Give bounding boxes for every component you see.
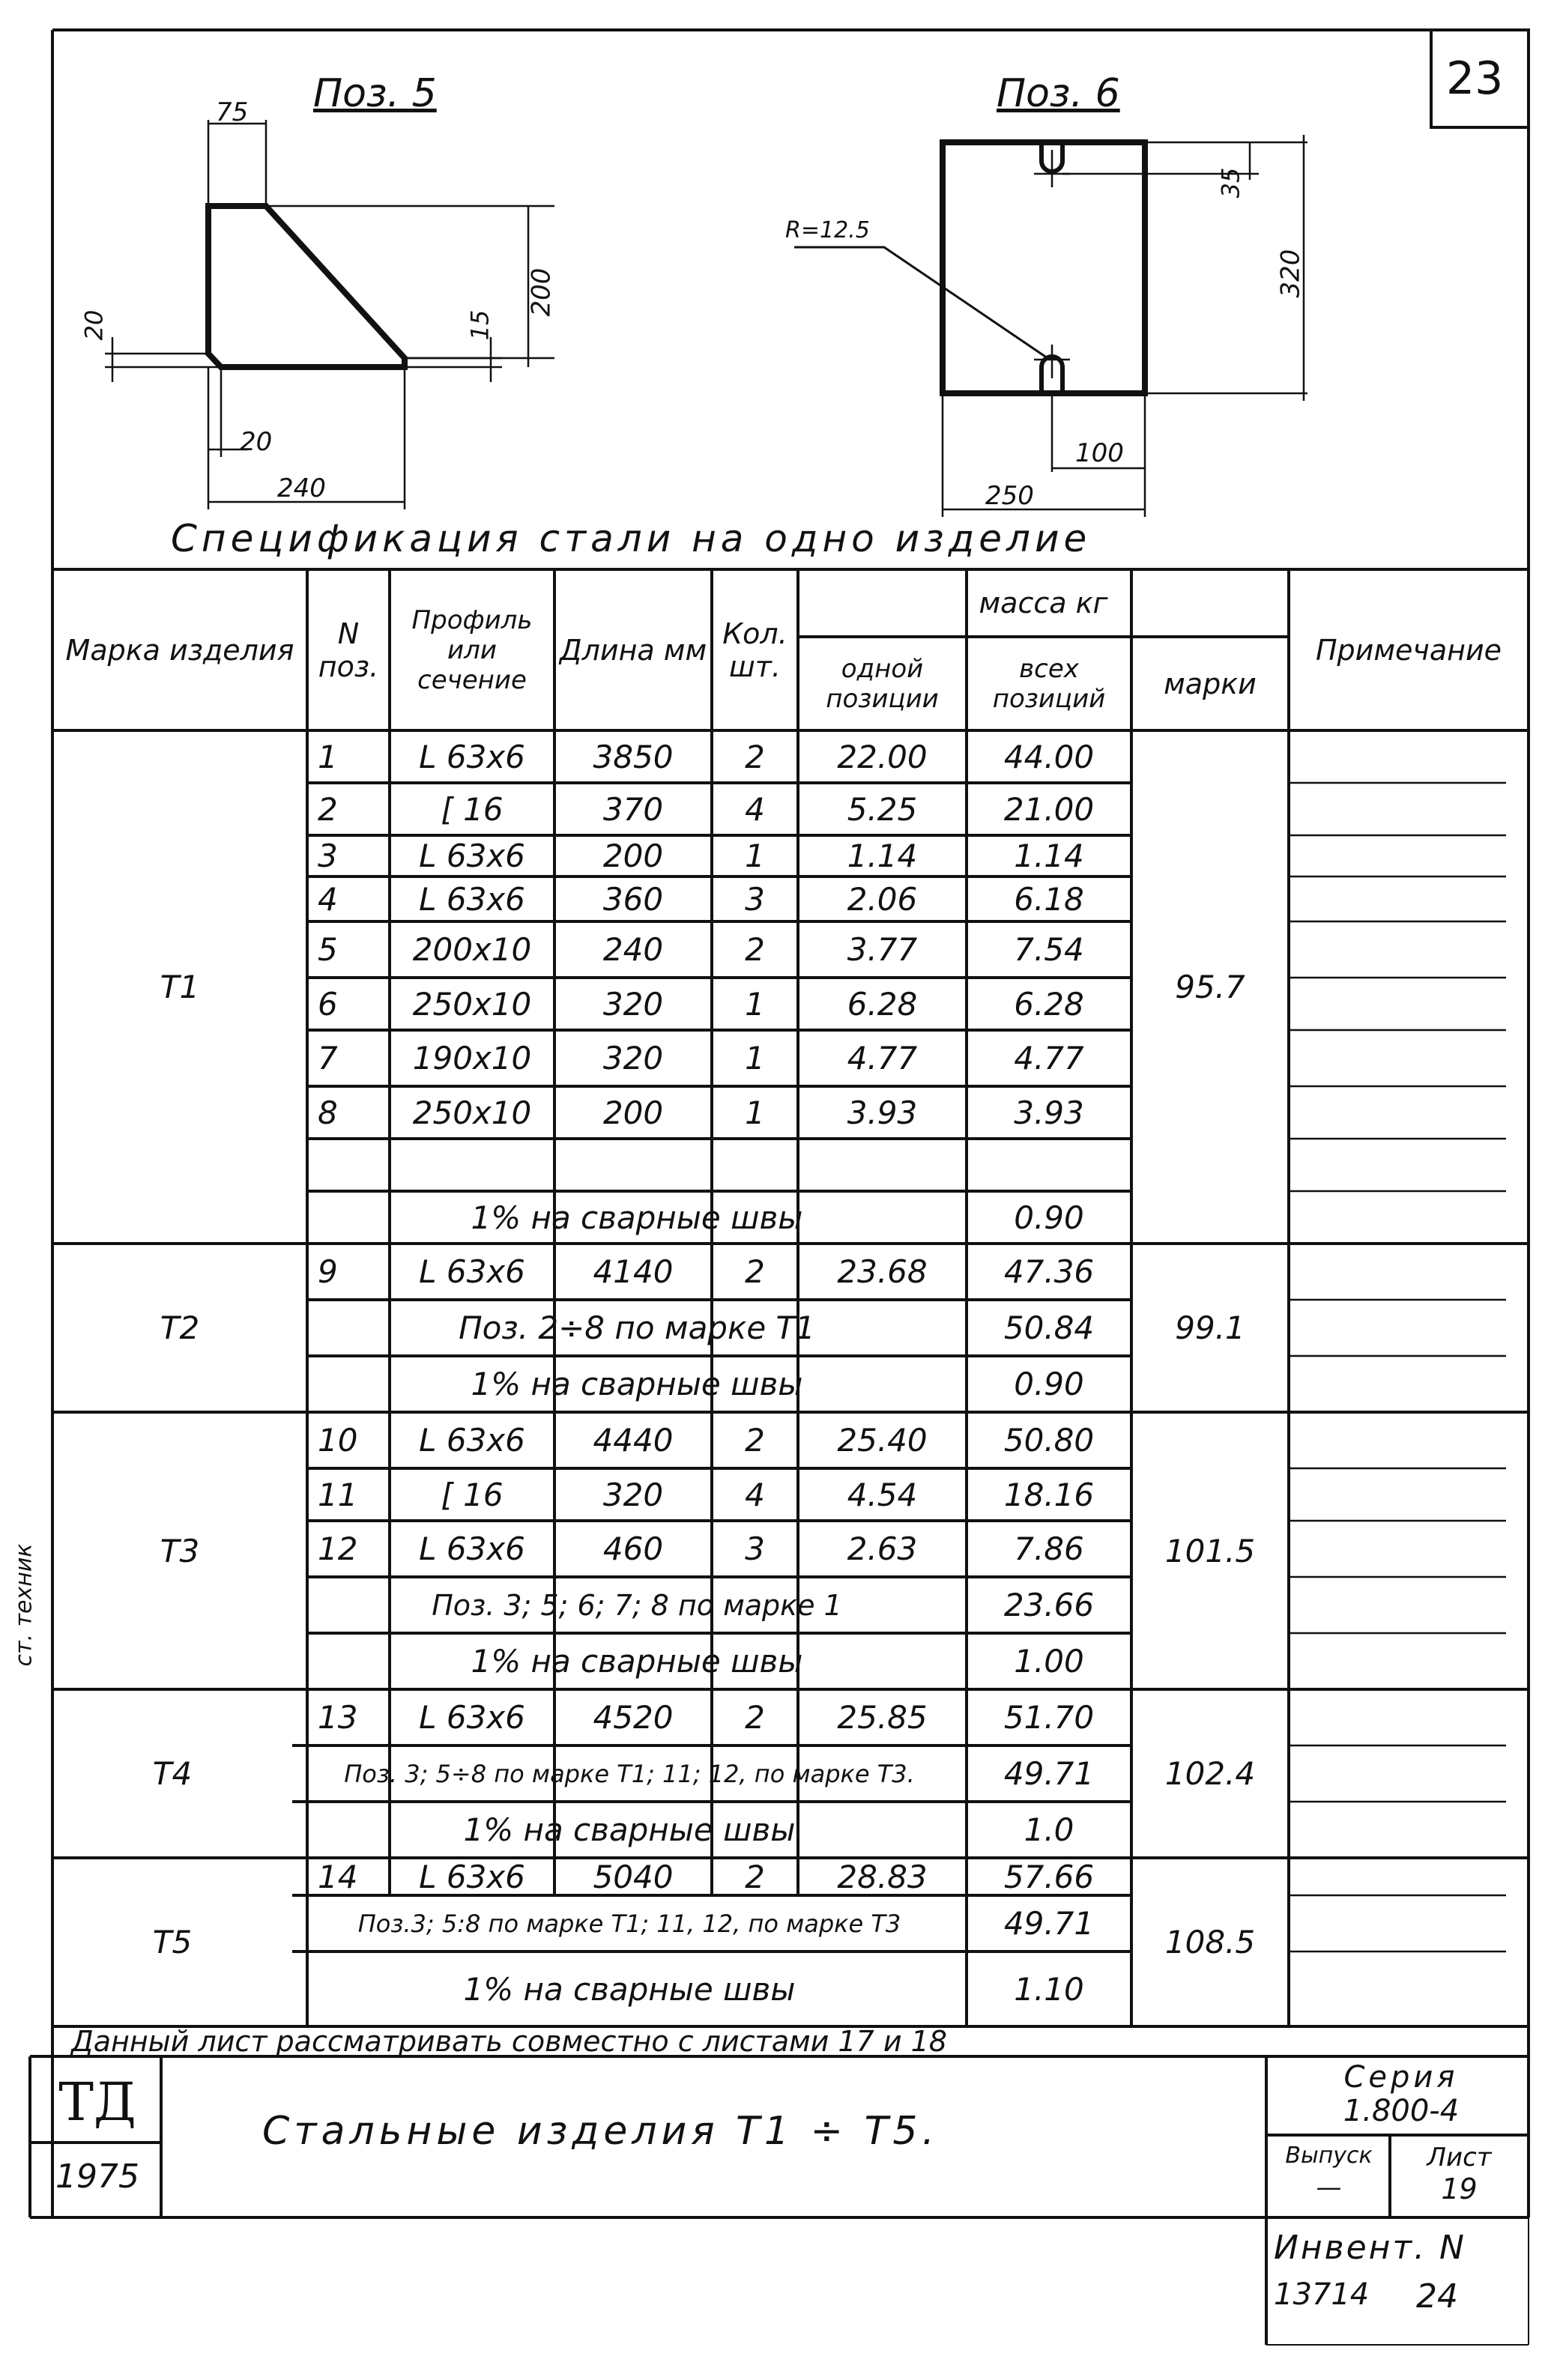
year: 1975 (55, 2158, 139, 2196)
pos-cell: 13 (318, 1699, 358, 1736)
series-value: 1.800-4 (1343, 2094, 1460, 2128)
pos-cell: 10 (318, 1422, 358, 1459)
note-row-text: Поз. 3; 5; 6; 7; 8 по марке 1 (432, 1588, 842, 1622)
length-cell: 200 (602, 1094, 664, 1131)
mass-one-cell: 4.77 (847, 1040, 918, 1077)
mass-one-cell: 3.77 (847, 931, 918, 968)
qty-cell: 2 (745, 1422, 765, 1459)
profile-cell: L 63x6 (419, 1253, 525, 1290)
mark-cell: T1 (160, 969, 200, 1005)
mass-all-cell: 7.54 (1014, 931, 1084, 968)
length-cell: 370 (602, 790, 664, 828)
mass-one-cell: 22.00 (837, 738, 928, 775)
note-row-mass: 1.0 (1024, 1811, 1074, 1848)
mass-all-cell: 44.00 (1003, 738, 1095, 775)
header-mass-all: всех позиций (992, 653, 1106, 714)
qty-cell: 4 (745, 1476, 765, 1513)
mass-all-cell: 1.14 (1014, 838, 1084, 874)
qty-cell: 2 (745, 738, 765, 775)
note-row-text: Поз. 2÷8 по марке T1 (459, 1309, 815, 1346)
note-row-text: 1% на сварные швы (463, 1811, 796, 1848)
org-stamp: ТД (58, 2071, 136, 2133)
spec-title: Спецификация стали на одно изделие (171, 517, 1092, 560)
length-cell: 320 (602, 1040, 664, 1077)
profile-cell: L 63x6 (419, 1530, 525, 1567)
header-profile: Профиль или сечение (411, 605, 533, 695)
profile-cell: L 63x6 (419, 1699, 525, 1736)
pos-cell: 5 (318, 931, 338, 968)
mark-total-cell: 101.5 (1164, 1532, 1256, 1569)
sheet-value: 19 (1441, 2172, 1478, 2205)
qty-cell: 2 (745, 1699, 765, 1736)
note-row-text: 1% на сварные швы (471, 1643, 803, 1680)
pos6-dim-width: 250 (985, 481, 1034, 511)
header-qty: Кол. шт. (722, 617, 787, 683)
header-mark: Марка изделия (65, 633, 294, 667)
mark-cell: T2 (160, 1309, 200, 1346)
note-row-mass: 1.00 (1014, 1643, 1084, 1680)
qty-cell: 1 (745, 1040, 765, 1077)
pos-cell: 4 (318, 880, 338, 918)
mass-one-cell: 2.63 (847, 1530, 918, 1567)
profile-cell: 250x10 (412, 985, 532, 1023)
mass-all-cell: 4.77 (1014, 1040, 1084, 1077)
profile-cell: 250x10 (412, 1094, 532, 1131)
pos6-dim-small: 100 (1075, 438, 1124, 468)
profile-cell: L 63x6 (419, 838, 525, 874)
note-row-text: Поз.3; 5:8 по марке T1; 11, 12, по марке T3 (357, 1909, 901, 1938)
pos6-title: Поз. 6 (997, 71, 1120, 116)
length-cell: 200 (602, 838, 664, 874)
mass-all-cell: 57.66 (1003, 1858, 1095, 1895)
note-row-mass: 49.71 (1003, 1755, 1095, 1792)
note-row-mass: 50.84 (1003, 1309, 1095, 1346)
mark-total-cell: 99.1 (1175, 1309, 1245, 1346)
pos-cell: 3 (318, 838, 338, 874)
side-label: ст. техник (10, 1543, 37, 1667)
length-cell: 3850 (593, 738, 674, 775)
note-row-mass: 0.90 (1014, 1199, 1084, 1236)
mass-all-cell: 47.36 (1003, 1253, 1095, 1290)
pos5-title: Поз. 5 (313, 71, 437, 116)
profile-cell: L 63x6 (419, 880, 525, 918)
mass-all-cell: 6.18 (1014, 880, 1084, 918)
footer-note: Данный лист рассматривать совместно с листами 17 и 18 (71, 2025, 947, 2058)
mass-all-cell: 50.80 (1003, 1422, 1095, 1459)
mass-one-cell: 1.14 (847, 838, 918, 874)
sheet-label: Лист (1427, 2143, 1492, 2172)
mark-cell: T4 (152, 1755, 193, 1792)
pos6-dim-height: 320 (1275, 249, 1306, 298)
mass-one-cell: 28.83 (837, 1858, 928, 1895)
profile-cell: 190x10 (412, 1040, 532, 1077)
pos-cell: 7 (318, 1040, 338, 1077)
qty-cell: 1 (745, 1094, 765, 1131)
inventory-page: 24 (1416, 2277, 1458, 2316)
note-row-text: Поз. 3; 5÷8 по марке T1; 11; 12, по марке T3. (344, 1759, 915, 1788)
profile-cell: L 63x6 (419, 1858, 525, 1895)
mark-cell: T5 (152, 1924, 193, 1960)
pos-cell: 9 (318, 1253, 338, 1290)
issue-label: Выпуск (1285, 2143, 1373, 2169)
mark-cell: T3 (160, 1532, 200, 1569)
mass-all-cell: 6.28 (1014, 985, 1084, 1023)
pos6-dim-top: 35 (1216, 167, 1245, 199)
qty-cell: 1 (745, 985, 765, 1023)
pos5-dim-bottom-small: 20 (240, 427, 273, 457)
length-cell: 320 (602, 1476, 664, 1513)
length-cell: 240 (602, 931, 664, 968)
profile-cell: L 63x6 (419, 1422, 525, 1459)
mass-one-cell: 5.25 (847, 790, 918, 828)
length-cell: 460 (602, 1530, 664, 1567)
profile-cell: [ 16 (441, 1476, 504, 1513)
length-cell: 4140 (593, 1253, 674, 1290)
note-row-text: 1% на сварные швы (471, 1366, 803, 1402)
header-mass-mark: марки (1164, 667, 1257, 700)
length-cell: 5040 (593, 1858, 674, 1895)
length-cell: 320 (602, 985, 664, 1023)
qty-cell: 1 (745, 838, 765, 874)
pos-cell: 12 (318, 1530, 358, 1567)
header-mass-one: одной позиции (826, 653, 939, 714)
mass-all-cell: 7.86 (1014, 1530, 1084, 1567)
length-cell: 4520 (593, 1699, 674, 1736)
mark-total-cell: 102.4 (1164, 1755, 1256, 1792)
pos5-dim-right-small: 15 (465, 309, 495, 341)
pos-cell: 8 (318, 1094, 338, 1131)
sheet-number: 23 (1446, 52, 1504, 105)
qty-cell: 3 (745, 1530, 765, 1567)
pos5-dim-width: 240 (277, 473, 326, 503)
pos-cell: 6 (318, 985, 338, 1023)
profile-cell: L 63x6 (419, 738, 525, 775)
note-row-mass: 0.90 (1014, 1366, 1084, 1402)
qty-cell: 4 (745, 790, 765, 828)
header-mass: масса кг (979, 587, 1108, 620)
profile-cell: [ 16 (441, 790, 504, 828)
mass-all-cell: 3.93 (1014, 1094, 1084, 1131)
qty-cell: 2 (745, 1858, 765, 1895)
mark-total-cell: 95.7 (1175, 969, 1245, 1005)
mass-one-cell: 25.85 (837, 1699, 928, 1736)
pos-cell: 2 (318, 790, 338, 828)
length-cell: 4440 (593, 1422, 674, 1459)
length-cell: 360 (602, 880, 664, 918)
pos-cell: 1 (318, 738, 338, 775)
mass-one-cell: 6.28 (847, 985, 918, 1023)
qty-cell: 3 (745, 880, 765, 918)
document-title: Стальные изделия T1 ÷ T5. (262, 2109, 940, 2154)
note-row-text: 1% на сварные швы (463, 1970, 796, 2008)
issue-value: — (1316, 2172, 1342, 2202)
note-row-mass: 49.71 (1003, 1905, 1095, 1942)
pos5-plate (208, 206, 405, 367)
mass-one-cell: 4.54 (847, 1476, 918, 1513)
note-row-mass: 1.10 (1014, 1970, 1084, 2008)
pos5-dim-top: 75 (216, 97, 249, 127)
qty-cell: 2 (745, 931, 765, 968)
pos-cell: 11 (318, 1476, 358, 1513)
mass-one-cell: 2.06 (847, 880, 918, 918)
series-label: Серия (1343, 2060, 1459, 2095)
pos5-dim-height: 200 (526, 267, 557, 317)
mass-one-cell: 25.40 (837, 1422, 928, 1459)
pos-cell: 14 (318, 1858, 358, 1895)
mass-all-cell: 51.70 (1003, 1699, 1095, 1736)
note-row-text: 1% на сварные швы (471, 1199, 803, 1236)
header-length: Длина мм (559, 633, 707, 667)
note-row-mass: 23.66 (1003, 1587, 1095, 1623)
inventory-number: 13714 (1274, 2277, 1370, 2312)
pos5-dim-left-small: 20 (79, 309, 109, 341)
header-pos-no: N поз. (318, 617, 379, 683)
mass-one-cell: 3.93 (847, 1094, 918, 1131)
profile-cell: 200x10 (412, 931, 532, 968)
inventory-label: Инвент. N (1274, 2229, 1466, 2267)
pos6-dim-radius: R=12.5 (785, 217, 870, 243)
qty-cell: 2 (745, 1253, 765, 1290)
mass-one-cell: 23.68 (837, 1253, 928, 1290)
mass-all-cell: 18.16 (1003, 1476, 1095, 1513)
mass-all-cell: 21.00 (1003, 790, 1095, 828)
header-note: Примечание (1315, 633, 1502, 667)
mark-total-cell: 108.5 (1164, 1924, 1256, 1960)
